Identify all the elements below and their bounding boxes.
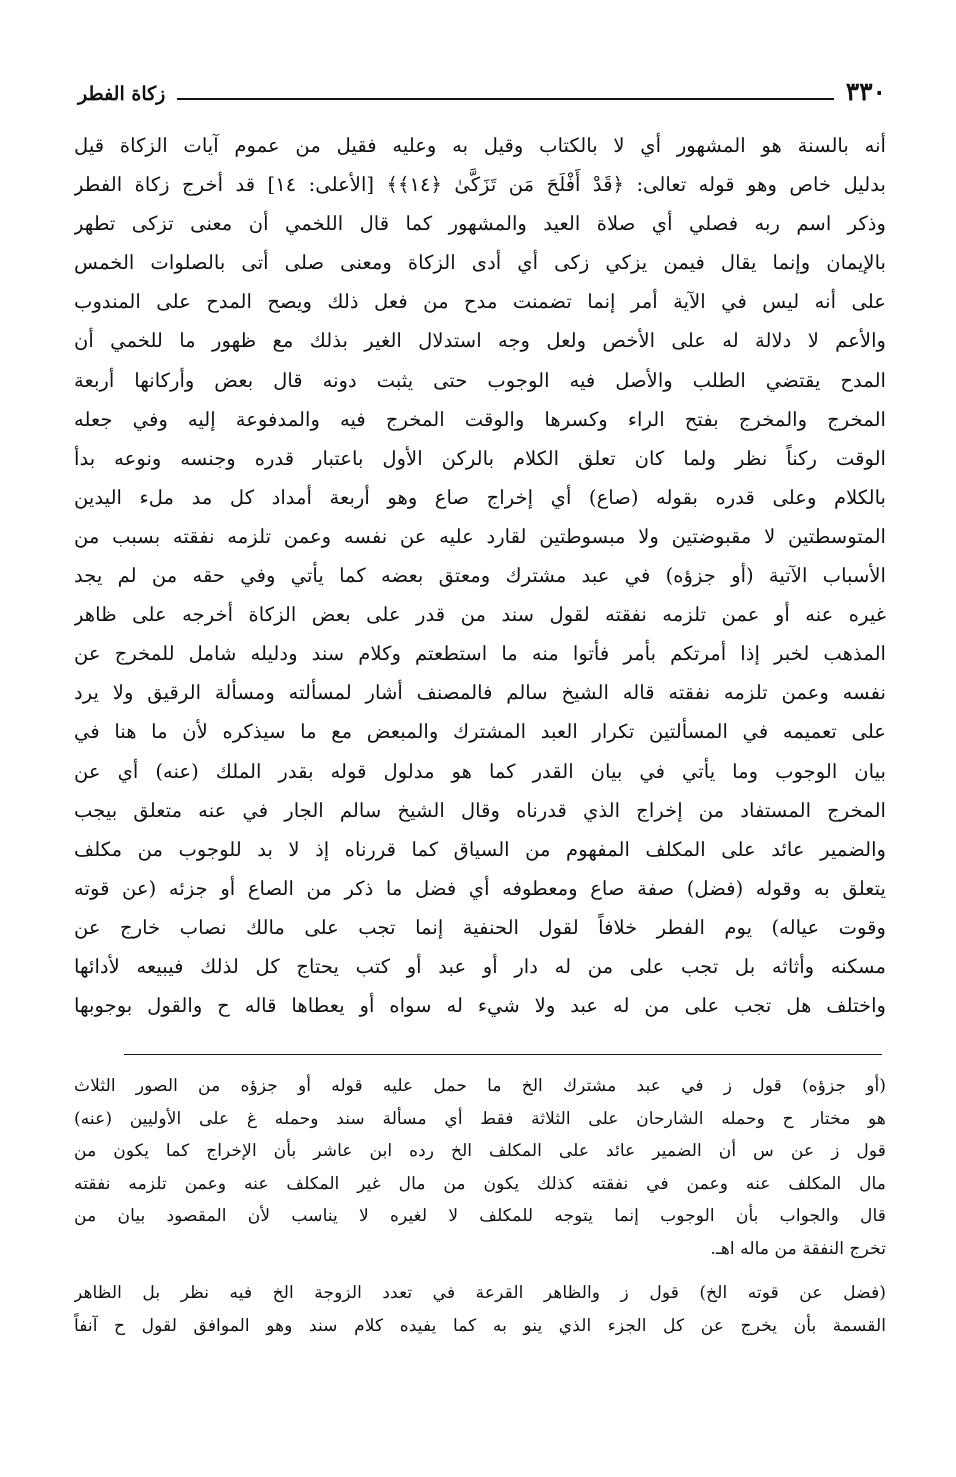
footnote-line: القسمة بأن يخرج عن كل الجزء الذي ينو به كما يفيده كلام سند وهو الموافق لقول ح آنفاً [74, 1315, 886, 1336]
main-text [74, 126, 886, 1025]
text-line: والضمير عائد على المكلف المفهوم من السياق كما قررناه إذ لا بد للوجوب من مكلف [74, 837, 886, 861]
text-line: المخرج المستفاد من إخراج الذي قدرناه وقال الشيخ سالم الجار في عنه متعلق بيجب [74, 798, 886, 822]
text-line: على أنه ليس في الآية أمر إنما تضمنت مدح من فعل ذلك ويصح المدح على المندوب [74, 290, 886, 314]
footnote-line: هو مختار ح وحمله الشارحان على الثلاثة فقط أي مسألة سند وحمله غ على الأوليين (عنه) [74, 1108, 886, 1129]
page-header [78, 70, 886, 110]
footnote-line: تخرج النفقة من ماله اهـ. [710, 1238, 886, 1259]
page-number: ٣٣٠ [845, 77, 886, 106]
text-line: المذهب لخبر إذا أمرتكم بأمر فأتوا منه ما استطعتم وكلام سند ودليله شامل للمخرج عن [74, 642, 886, 666]
footnote-line: قال والجواب بأن الوجوب إنما يتوجه للمكلف لا لغيره لا يناسب لأن المقصود بيان من [74, 1206, 886, 1226]
text-line: بالإيمان وإنما يقال فيمن يزكي زكى أي أدى الزكاة ومعنى صلى أتى بالصلوات الخمس [74, 251, 886, 275]
text-line: المخرج والمخرج بفتح الراء وكسرها والوقت المخرج فيه والمدفوعة إليه وفي جعله [74, 407, 886, 431]
footnote-line: (فضل عن قوته الخ) قول ز والظاهر القرعة في تعدد الزوجة الخ فيه نظر بل الظاهر [74, 1283, 886, 1303]
running-title: زكاة الفطر [78, 83, 166, 105]
footnote-gap [74, 1265, 886, 1277]
text-line: والأعم لا دلالة له على الأخص ولعل وجه استدلال الغير بذلك مع ظهور ما للخمي أن [74, 329, 886, 353]
text-line: الوقت ركناً نظر ولما كان تعلق الكلام بالركن الأول باعتبار قدره وجنسه ونوعه بدأ [74, 446, 886, 470]
text-line: على تعميمه في المسألتين تكرار العبد المشترك والمبعض مع ما سيذكره لأن ما هنا في [74, 720, 886, 744]
text-line: غيره عنه أو عمن تلزمه نفقته لقول سند من قدر على بعض الزكاة أخرجه على ظاهر [74, 603, 886, 627]
text-line: أنه بالسنة هو المشهور أي لا بالكتاب وقيل به وعليه فقيل من عموم آيات الزكاة قيل [74, 134, 886, 157]
text-line: نفسه وعمن تلزمه نفقته قاله الشيخ سالم فالمصنف أشار لمسألته ومسألة الرقيق ولا يرد [74, 681, 886, 705]
text-line: وقوت عياله) يوم الفطر خلافاً لقول الحنفية إنما تجب على مالك نصاب خارج عن [74, 915, 886, 939]
text-line: وذكر اسم ربه فصلي أي صلاة العيد والمشهور كما قال اللخمي أن معنى تزكى تطهر [74, 212, 886, 236]
header-rule [177, 98, 833, 100]
text-line: بدليل خاص وهو قوله تعالى: ﴿قَدْ أَفْلَحَ مَن تَزَكَّىٰ ﴿١٤﴾﴾ [الأعلى: ١٤] قد أخرج زكاة الفطر [74, 173, 886, 197]
footnote-line: قول ز عن س أن الضمير عائد على المكلف الخ رده ابن عاشر بأن الإخراج كما يكون من [74, 1141, 886, 1161]
text-line: بالكلام وعلى قدره بقوله (صاع) أي إخراج صاع وهو أربعة أمداد كل مد ملء اليدين [74, 485, 886, 509]
text-line: الأسباب الآتية (أو جزؤه) في عبد مشترك ومعتق بعضه كما يأتي وفي حقه من لم يجد [74, 564, 886, 588]
footnote-separator [124, 1054, 882, 1055]
footnote-line: مال المكلف عنه وعمن في نفقته كذلك يكون من مال غير المكلف عنه وعمن تلزمه نفقته [74, 1173, 886, 1194]
text-line: مسكنه وأثاثه بل تجب على من له دار أو عبد أو كتب يحتاج كل لذلك فيبيعه لأدائها [74, 954, 886, 978]
text-line: المتوسطتين لا مقبوضتين ولا مبسوطتين لقارد عليه عن نفسه وعمن تلزمه نفقته بسبب من [74, 524, 886, 548]
footnote-line: (أو جزؤه) قول ز في عبد مشترك الخ ما حمل عليه قوله أو جزؤه من الصور الثلاث [74, 1076, 886, 1096]
text-line: بيان الوجوب وما يأتي في بيان القدر كما هو مدلول قوله بقدر الملك (عنه) أي عن [74, 759, 886, 783]
footnotes [74, 1070, 886, 1342]
text-line: واختلف هل تجب على من له عبد ولا شيء له سواه أو يعطاها قاله ح والقول بوجوبها [74, 994, 886, 1018]
text-line: يتعلق به وقوله (فضل) صفة صاع ومعطوفه أي فضل ما ذكر من الصاع أو جزئه (عن قوته [74, 876, 886, 900]
text-line: المدح يقتضي الطلب والأصل فيه الوجوب حتى يثبت دونه قال بعض وأركانها أربعة [74, 368, 886, 392]
